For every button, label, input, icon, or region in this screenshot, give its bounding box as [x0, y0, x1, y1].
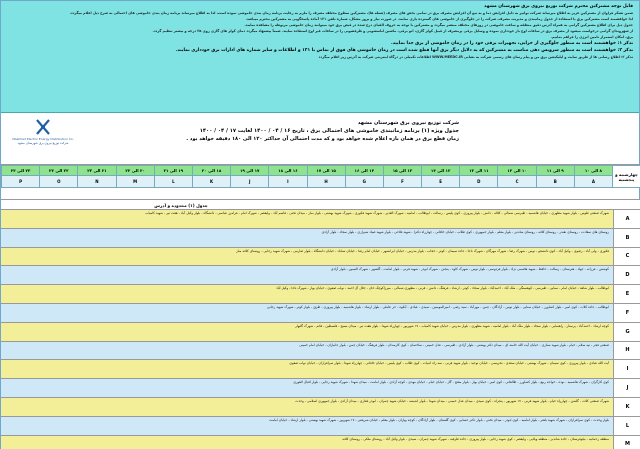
- notice-paragraph: جدول ذیل برای اطلاع مشترکین گرامی به همراه آدرس دقیق منطقه و ساعت خاموشی در روزهای مختلف منتشر میگردد و مشترکین با توجه به حروف الفبای درج شده در قبض برق خود میتوانند زمان خاموشی مربوطه را مشاهده نمایند.: [244, 22, 633, 27]
- group-cell: O: [40, 176, 78, 188]
- group-cell: D: [460, 176, 498, 188]
- group-cell: A: [574, 176, 612, 188]
- notice-note-2: تذکر ۲: خواهشمند است به منظور سرویس دهی مناسب به مشترکین که به دلایل دیگر برق آنها قطع شده است در زمان خاموشی های فوق از تماس با ۱۲۱ و اطلاعات و سایر شماره های ادارات برق خودداری نمایند.: [175, 47, 633, 53]
- hour-cell: ۲۳ الی ۲۴: [2, 166, 40, 176]
- notice-note-1: تذکر ۱: خواهشمند است به منظور جلوگیری از خرابی، تجهیزات برقی خود را در زمان خاموشی از برق جدا نمایید.: [391, 40, 633, 46]
- notice-paragraph: ضمن تشکر فراوان از مشترکین عزیز به اطلاع میرساند شرکت توانیر به دلیل افزایش دما و به تبع آن افزایش مصرف برق در تمامی بخش های مصرف (شعله ها)، مشترکین سطوح مختلف مصرف را ملزم به رعایت برنامه زمان بندی خاموشی نموده است، لذا به اطلاع میرساند برنامه زمان بندی خاموشی های احتمالی به شرح ذیل اعلام میگردد.: [69, 11, 633, 16]
- hour-cell: ۱۱ الی ۱۳: [460, 166, 498, 176]
- area-addresses: بلوار وحدت - کوی سرافرازان - شهرک شهید باهنر - بلوار امامیه - کوی ابوذر - میدان تختی - بلوار دکتر حسابی - کوی گلستان - بلوار آزادگان - کوچه بهاران - بلوار معلم - خیابان شریعتی - ۱۷ شهریور - شهرک شهید بهشتی - بلوار ارشاد - خیابان امامت: [1, 417, 613, 435]
- group-cell: G: [345, 176, 383, 188]
- notice-paragraph: از شهروندان گرامی درخواست میشود از مصرف برق در ساعات اوج بار خودداری نموده و وسایل برقی پرمصرف از قبیل کولر گازی، اتو برقی، ماشین لباسشویی و ظرفشویی را در ساعات غیر اوج استفاده نمایند. ضمناً پیشنهاد میگردد دمای کولر های گازی روی ۲۵ درجه و بیشتر تنظیم گردد.: [152, 28, 633, 33]
- hour-cell: ۸ الی ۱۰: [574, 166, 612, 176]
- group-cell: L: [154, 176, 192, 188]
- area-addresses: صنعتی فجر - تپه سلام - خیام - بلوار شهید ستاری - خیابان آیت الله خامنه ای - میدان دکتر بهشتی - بلوار آزادی - طبرسی - عدل خمینی - ساختمان - کوی کارمندان - بلوار فرهنگ - خیابان چمن - بلوار جانبازان - خیابان امام خمینی: [1, 342, 613, 360]
- table-row: [1, 248, 640, 267]
- areas-table-title: [1, 199, 640, 210]
- area-addresses: کوچه ارشاد - احمدآباد - پرستار - راهنمایی - بلوار سجاد - بلوار ملک آباد - بلوار امامیه - شهید مطهری - بلوار مدرس - خیابان شهید کامیاب - ۱۷ شهریور - چهارراه شهدا - بلوار هفت تیر - میدان بسیج - فلسطین - قائم - شهرک گلبهار: [1, 323, 613, 341]
- area-addresses: شهرک صنعتی کلات - گلشن - چهارراه خیام - بلوار شهید قرنی - ۱۷ شهریور - پنجراه - کوی سیدی - میدان عدل خمینی - میدان شهدا - بلوار اندیشه - خیابان شهید چمران - ابوذر غفاری - میدان آزادی - بلوار جمهوری اسلامی - وحدت: [1, 398, 613, 416]
- areas-table-title-text: جدول (۱) محدوده و آدرس: [154, 203, 208, 208]
- table-row: [1, 436, 640, 449]
- table-row: [1, 285, 640, 304]
- area-letter: G: [613, 323, 640, 341]
- group-cell: J: [231, 176, 269, 188]
- notice-note-3: تذکر ۳: اطلاع رسانی ها از طریق سایت و اپلیکیشن برق من و پیام رسان های رسمی شرکت به نشانی WWW.MEEDC.IR اطلاعات تکمیلی در درگاه اینترنتی شرکت به آدرس زیر اعلام میگردد: [318, 55, 633, 60]
- groups-row: [2, 176, 640, 188]
- area-letter: C: [613, 248, 640, 266]
- notice-heading: قابل توجه مشترکین محترم شرکت توزیع نیروی برق شهرستان مشهد: [484, 4, 633, 9]
- company-logo: [7, 118, 79, 146]
- area-addresses: آیت الله عبادی - بلوار پیروزی - کوی سیمان - شهرک بهشتی - خیابان سعدی - نخریسی - خیابان توحید - بلوار شهید قرنی - سه راه ادبیات - کوی طلاب - کوی پلیس - خیابان خاقانی - چهارراه شهدا - بلوار سرافرازان - خیابان نواب صفوی: [1, 360, 613, 378]
- area-letter: M: [613, 436, 640, 449]
- document-header: [1, 113, 639, 165]
- hours-row: [2, 166, 640, 176]
- area-letter: A: [613, 210, 640, 228]
- hour-cell: ۱۷ الی ۱۹: [231, 166, 269, 176]
- area-addresses: روستای های سعادت - روستای نقندر - روستای کلاته - روستای شاندیز - بلوار معلم - بلوار جمهوری - کوی طلاب - خیابان خاقانی - چهارراه دکترا - شهید فلاحی - بلوار شهید صیاد شیرازی - بلوار سجاد - بلوار آزادی: [1, 229, 613, 247]
- hour-cell: ۱۴ الی ۱۶: [345, 166, 383, 176]
- group-cell: P: [2, 176, 40, 188]
- hour-cell: ۱۸ الی ۲۰: [192, 166, 230, 176]
- document-subtitle: جدول ویژه (۱) برنامه زمانبندی خاموشی های احتمالی برق ، تاریخ ۱۶ / ۰۴ / ۱۴۰۰ لغایت ۱۷ / ۰۴ / ۱۴۰۰: [199, 128, 459, 134]
- area-addresses: ابوطالب - بلوار شاهد - خیابان امام - سنایی - طبرسی - کوهسنگی - ملک آباد - احمدآباد - بلوار سجاد - کوثر - ارشاد - فرهنگ - دانش - قرنی - مطهری شمالی - میرزاکوچک خان - جلال آل احمد - نواب صفوی - خیابان بهار - شهرک ناجا - وکیل آباد: [1, 285, 613, 303]
- hour-cell: ۲۱ الی ۲۳: [78, 166, 116, 176]
- area-letter: J: [613, 379, 640, 397]
- schedule-table: [1, 165, 640, 188]
- table-row: [1, 304, 640, 323]
- table-row: [1, 266, 640, 285]
- area-letter: D: [613, 266, 640, 284]
- notice-paragraph: لذا خواهشمند است مشترکین برق با استفاده از جدول زمانبندی و مدیریت مصرف، شرکت را در جلوگیری از خاموشی های گسترده یاری نمایند. در صورت نیاز و بروز مشکل، شماره تلفن ۱۲۱ آماده پاسخگویی به مشترکین محترم میباشد.: [245, 17, 633, 22]
- group-cell: K: [192, 176, 230, 188]
- area-addresses: کوی کارگران - شهرک هاشمیه - نوده - خواجه ربیع - بلوار کشاورز - طالقانی - کوی امیر - خیابان بهار - بلوار مفتح - گاز - خیابان خیام - خیابان مهدی - کوچه آزادی - بلوار امامت - میدان شهدا - شهرک شهید رجایی - بلوار اقبال لاهوری: [1, 379, 613, 397]
- schedule-corner-label: چهارشنبه و پنجشنبه: [613, 166, 640, 188]
- area-addresses: کوشش - فرزانه - جهاد - هنرستان - رسالت - حافظ - شهید هاشمی نژاد - بلوار فردوسی - بلوار توس - شهرک کاوه - پنجتن - شهرک ابوذر - شهید قرنی - بلوار امامت - گلشهر - شهرک التیمور - بلوار آزادی: [1, 266, 613, 284]
- area-letter: I: [613, 360, 640, 378]
- hour-cell: ۱۳ الی ۱۵: [383, 166, 421, 176]
- group-cell: B: [536, 176, 574, 188]
- table-row: [1, 417, 640, 436]
- group-cell: M: [116, 176, 154, 188]
- group-cell: E: [422, 176, 460, 188]
- group-cell: H: [307, 176, 345, 188]
- hour-cell: ۲۲ الی ۲۴: [40, 166, 78, 176]
- area-addresses: شهرک صنعتی طوس - بلوار شهید مطهری - خیابان هاشمیه - طبرسی شمالی - کلاله - دانش - بلوار پیروزی - کوی پلیس - رسالت - ابوطالب - امامیه - شهرک الغدیر - شهرک شهید فکوری - شهرک شهید بهشتی - بلوار نماز - میدان تختی - قاسم آباد - ولیعصر - شهرک امام - فرامرز عباسی - دانشگاه - بلوار وکیل آباد - هفت تیر - شهید کامیاب: [1, 210, 613, 228]
- hour-cell: ۱۶ الی ۱۸: [269, 166, 307, 176]
- table-row: [1, 398, 640, 417]
- table-row: [1, 323, 640, 342]
- company-logo-icon: [33, 118, 53, 136]
- group-cell: N: [78, 176, 116, 188]
- notice-panel: [1, 1, 639, 113]
- table-row: [1, 379, 640, 398]
- table-row: [1, 210, 640, 229]
- group-cell: I: [269, 176, 307, 188]
- area-letter: B: [613, 229, 640, 247]
- hour-cell: ۱۵ الی ۱۷: [307, 166, 345, 176]
- table-row: [1, 229, 640, 248]
- notice-paragraph: برق، امکان استمرار تامین انرژی را فراهم نماییم.: [550, 34, 633, 39]
- logo-text-en: Mashhad Electric Energy Distribution Co.: [12, 137, 74, 141]
- areas-table: [1, 210, 640, 449]
- group-cell: C: [498, 176, 536, 188]
- area-letter: E: [613, 285, 640, 303]
- area-letter: F: [613, 304, 640, 322]
- logo-text-fa: شرکت توزیع نیروی برق شهرستان مشهد: [17, 141, 69, 145]
- hour-cell: ۱۰ الی ۱۲: [498, 166, 536, 176]
- group-cell: F: [383, 176, 421, 188]
- table-row: [1, 342, 640, 361]
- area-letter: K: [613, 398, 640, 416]
- hour-cell: ۱۹ الی ۲۱: [154, 166, 192, 176]
- area-letter: H: [613, 342, 640, 360]
- hour-cell: ۱۲ الی ۱۴: [422, 166, 460, 176]
- document-subtitle-2: زمان قطع برق در همان بازه اعلام شده خواهد بود و که مدت احتمالی آن حداکثر ۱۲۰ الی ۱۸۰ دقیقه خواهد بود .: [186, 136, 459, 142]
- area-addresses: ابوطالب - جاده کلات - کوی امیر - بلوار کشاورز - خیابان سنایی - بلوار توس - آزادگان - چمن - مهرآباد - سید رضی - امیرالمومنین - سیدی - عبادی - آبکوه - حر عاملی - بلوار ارشاد - بلوار هاشمیه - بلوار پیروزی - طرق - بلوار کوثر - شهرک شهید رجایی: [1, 304, 613, 322]
- table-row: [1, 360, 640, 379]
- document-title: شرکت توزیع نیروی برق شهرستان مشهد: [357, 120, 459, 126]
- hour-cell: ۲۰ الی ۲۲: [116, 166, 154, 176]
- hour-cell: ۹ الی ۱۱: [536, 166, 574, 176]
- area-addresses: فکوری - ولی آباد - رضوی - وکیل آباد - کوی دانشجو - توس - شهرک رضا - شهرک مهرگان - شهرک ناجا - جاده سیمان - کوثر - حجاب - بلوار مدرس - خیابان ایرانشهر - خیابان امام رضا - خیابان سناباد - خیابان دانشگاه - بلوار صارمی - شهرک شهید رجایی - روستای کلاته منار: [1, 248, 613, 266]
- area-letter: L: [613, 417, 640, 435]
- area-addresses: منطقه رحمانیه - نیلوفرستان - جاده شاندیز - منطقه ویلایی - ولیعصر - کوی شهید رجایی - بلوار پیروزی - جاده طرقبه - شهرک شهید چمران - سیدی - بلوار وکیل آباد - روستای ملکی - روستای کلاته: [1, 436, 613, 449]
